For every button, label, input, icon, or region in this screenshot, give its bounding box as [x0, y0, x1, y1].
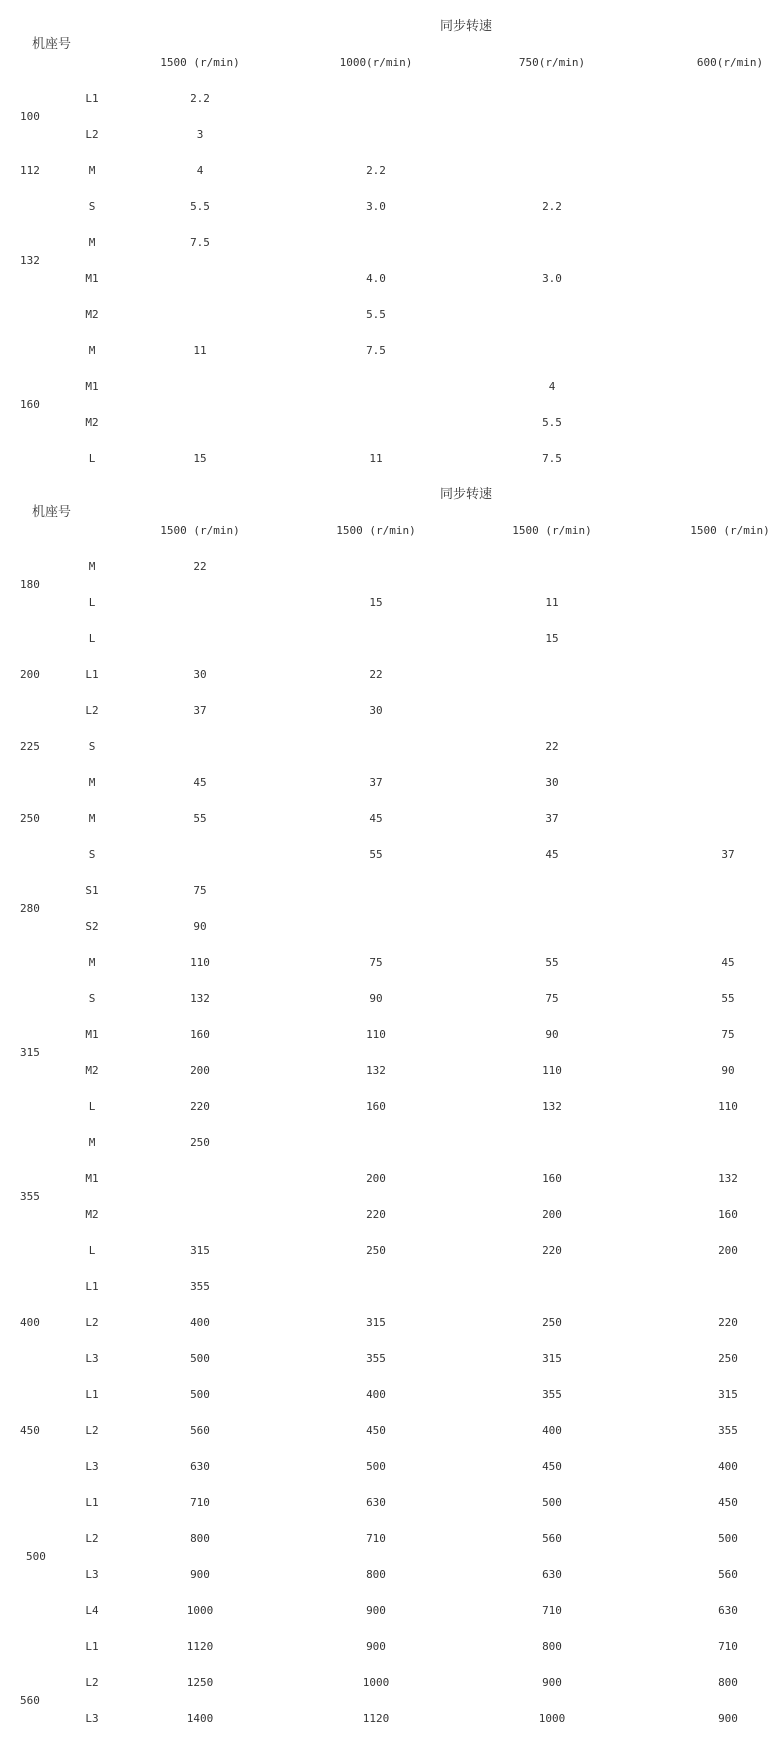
frame-length-code: L — [88, 596, 96, 609]
power-value: 250 — [542, 1316, 562, 1329]
frame-length-code: L4 — [85, 1604, 99, 1617]
power-value: 500 — [542, 1496, 562, 1509]
power-value: 11 — [193, 344, 207, 357]
power-value: 500 — [366, 1460, 386, 1473]
power-value: 160 — [542, 1172, 562, 1185]
frame-number: 112 — [20, 164, 40, 177]
power-value: 500 — [190, 1352, 210, 1365]
power-value: 90 — [369, 992, 383, 1005]
frame-number: 560 — [20, 1694, 40, 1707]
power-value: 22 — [193, 560, 207, 573]
frame-length-code: L2 — [85, 1532, 99, 1545]
column-header: 1500 (r/min) — [690, 524, 770, 537]
power-value: 45 — [545, 848, 559, 861]
frame-length-code: S — [88, 740, 96, 753]
power-value: 1000 — [186, 1604, 214, 1617]
table-title: 同步转速 — [439, 487, 493, 502]
power-value: 220 — [190, 1100, 210, 1113]
power-value: 22 — [369, 668, 383, 681]
power-value: 1120 — [362, 1712, 390, 1725]
frame-number: 100 — [20, 110, 40, 123]
frame-length-code: M — [88, 956, 96, 969]
power-value: 90 — [721, 1064, 735, 1077]
frame-length-code: L1 — [85, 1280, 99, 1293]
power-value: 15 — [369, 596, 383, 609]
power-value: 400 — [718, 1460, 738, 1473]
frame-length-code: L1 — [85, 1496, 99, 1509]
power-value: 160 — [190, 1028, 210, 1041]
power-value: 630 — [542, 1568, 562, 1581]
power-value: 315 — [542, 1352, 562, 1365]
frame-length-code: L1 — [85, 1640, 99, 1653]
power-value: 900 — [366, 1604, 386, 1617]
power-value: 75 — [193, 884, 207, 897]
power-value: 11 — [369, 452, 383, 465]
power-value: 630 — [190, 1460, 210, 1473]
power-value: 400 — [366, 1388, 386, 1401]
power-value: 7.5 — [190, 236, 210, 249]
power-value: 2.2 — [190, 92, 210, 105]
frame-number: 160 — [20, 398, 40, 411]
table-title: 同步转速 — [439, 19, 493, 34]
frame-length-code: L3 — [85, 1712, 99, 1725]
frame-length-code: L1 — [85, 92, 99, 105]
power-value: 315 — [718, 1388, 738, 1401]
frame-length-code: M — [88, 812, 96, 825]
power-value: 355 — [718, 1424, 738, 1437]
frame-length-code: M — [88, 236, 96, 249]
column-header: 1500 (r/min) — [160, 56, 240, 69]
power-value: 15 — [193, 452, 207, 465]
frame-length-code: L1 — [85, 1388, 99, 1401]
power-value: 3 — [196, 128, 204, 141]
frame-length-code: L — [88, 632, 96, 645]
frame-number: 355 — [20, 1190, 40, 1203]
power-value: 75 — [545, 992, 559, 1005]
power-value: 220 — [366, 1208, 386, 1221]
power-value: 900 — [190, 1568, 210, 1581]
frame-length-code: M — [88, 164, 96, 177]
power-value: 110 — [542, 1064, 562, 1077]
frame-length-code: L2 — [85, 128, 99, 141]
frame-length-code: M — [88, 776, 96, 789]
power-value: 315 — [366, 1316, 386, 1329]
power-value: 355 — [366, 1352, 386, 1365]
frame-number: 180 — [20, 578, 40, 591]
power-value: 250 — [366, 1244, 386, 1257]
power-value: 160 — [366, 1100, 386, 1113]
power-value: 132 — [366, 1064, 386, 1077]
power-value: 3.0 — [542, 272, 562, 285]
power-value: 560 — [190, 1424, 210, 1437]
frame-length-code: L — [88, 1100, 96, 1113]
power-value: 4 — [196, 164, 204, 177]
power-value: 900 — [718, 1712, 738, 1725]
power-value: 55 — [545, 956, 559, 969]
power-value: 710 — [190, 1496, 210, 1509]
row-header: 机座号 — [32, 37, 72, 52]
power-value: 450 — [542, 1460, 562, 1473]
power-value: 90 — [193, 920, 207, 933]
column-header: 1500 (r/min) — [512, 524, 592, 537]
frame-length-code: L3 — [85, 1460, 99, 1473]
power-value: 315 — [190, 1244, 210, 1257]
power-value: 1250 — [186, 1676, 214, 1689]
frame-length-code: S — [88, 848, 96, 861]
frame-number: 450 — [20, 1424, 40, 1437]
power-value: 160 — [718, 1208, 738, 1221]
frame-length-code: M1 — [85, 272, 99, 285]
frame-number: 315 — [20, 1046, 40, 1059]
frame-length-code: M2 — [85, 308, 99, 321]
power-value: 5.5 — [542, 416, 562, 429]
column-header: 600(r/min) — [696, 56, 764, 69]
power-value: 4.0 — [366, 272, 386, 285]
frame-length-code: M1 — [85, 1172, 99, 1185]
column-header: 1500 (r/min) — [160, 524, 240, 537]
power-value: 11 — [545, 596, 559, 609]
frame-length-code: M — [88, 344, 96, 357]
power-value: 220 — [542, 1244, 562, 1257]
power-value: 800 — [366, 1568, 386, 1581]
power-value: 45 — [193, 776, 207, 789]
frame-number: 500 — [26, 1550, 46, 1563]
frame-length-code: M1 — [85, 1028, 99, 1041]
power-value: 37 — [721, 848, 735, 861]
power-value: 15 — [545, 632, 559, 645]
frame-length-code: L3 — [85, 1568, 99, 1581]
frame-number: 400 — [20, 1316, 40, 1329]
power-value: 37 — [369, 776, 383, 789]
power-value: 45 — [369, 812, 383, 825]
power-value: 250 — [718, 1352, 738, 1365]
power-value: 110 — [366, 1028, 386, 1041]
column-header: 750(r/min) — [518, 56, 586, 69]
power-value: 900 — [366, 1640, 386, 1653]
power-value: 900 — [542, 1676, 562, 1689]
power-value: 200 — [190, 1064, 210, 1077]
power-value: 37 — [545, 812, 559, 825]
power-value: 2.2 — [542, 200, 562, 213]
frame-length-code: L2 — [85, 704, 99, 717]
frame-length-code: L — [88, 1244, 96, 1257]
frame-length-code: M2 — [85, 1208, 99, 1221]
frame-length-code: L2 — [85, 1676, 99, 1689]
frame-length-code: M — [88, 1136, 96, 1149]
power-value: 710 — [366, 1532, 386, 1545]
frame-length-code: M2 — [85, 1064, 99, 1077]
power-value: 450 — [718, 1496, 738, 1509]
power-value: 220 — [718, 1316, 738, 1329]
power-value: 200 — [366, 1172, 386, 1185]
power-value: 110 — [190, 956, 210, 969]
power-value: 630 — [366, 1496, 386, 1509]
power-value: 800 — [718, 1676, 738, 1689]
power-value: 1400 — [186, 1712, 214, 1725]
frame-length-code: L3 — [85, 1352, 99, 1365]
column-header: 1000(r/min) — [339, 56, 413, 69]
power-value: 5.5 — [190, 200, 210, 213]
frame-length-code: M — [88, 560, 96, 573]
power-value: 75 — [369, 956, 383, 969]
power-value: 75 — [721, 1028, 735, 1041]
power-value: 630 — [718, 1604, 738, 1617]
power-value: 45 — [721, 956, 735, 969]
power-value: 400 — [542, 1424, 562, 1437]
power-value: 800 — [190, 1532, 210, 1545]
power-value: 3.0 — [366, 200, 386, 213]
frame-number: 225 — [20, 740, 40, 753]
power-value: 30 — [369, 704, 383, 717]
power-value: 355 — [542, 1388, 562, 1401]
power-value: 5.5 — [366, 308, 386, 321]
frame-length-code: S1 — [85, 884, 99, 897]
power-value: 500 — [190, 1388, 210, 1401]
power-value: 132 — [718, 1172, 738, 1185]
frame-length-code: M1 — [85, 380, 99, 393]
power-value: 132 — [190, 992, 210, 1005]
power-value: 710 — [542, 1604, 562, 1617]
power-value: 710 — [718, 1640, 738, 1653]
power-value: 1000 — [362, 1676, 390, 1689]
power-value: 30 — [545, 776, 559, 789]
frame-length-code: L — [88, 452, 96, 465]
row-header: 机座号 — [32, 505, 72, 520]
power-value: 200 — [542, 1208, 562, 1221]
power-value: 55 — [369, 848, 383, 861]
power-value: 250 — [190, 1136, 210, 1149]
power-value: 800 — [542, 1640, 562, 1653]
power-value: 7.5 — [542, 452, 562, 465]
frame-number: 250 — [20, 812, 40, 825]
power-value: 7.5 — [366, 344, 386, 357]
frame-number: 200 — [20, 668, 40, 681]
power-value: 90 — [545, 1028, 559, 1041]
frame-length-code: S — [88, 992, 96, 1005]
frame-length-code: L2 — [85, 1316, 99, 1329]
power-value: 1120 — [186, 1640, 214, 1653]
power-value: 132 — [542, 1100, 562, 1113]
power-value: 110 — [718, 1100, 738, 1113]
power-value: 4 — [548, 380, 556, 393]
power-value: 560 — [542, 1532, 562, 1545]
power-value: 400 — [190, 1316, 210, 1329]
power-value: 2.2 — [366, 164, 386, 177]
frame-number: 280 — [20, 902, 40, 915]
power-value: 22 — [545, 740, 559, 753]
column-header: 1500 (r/min) — [336, 524, 416, 537]
power-value: 450 — [366, 1424, 386, 1437]
power-value: 30 — [193, 668, 207, 681]
power-value: 200 — [718, 1244, 738, 1257]
power-value: 560 — [718, 1568, 738, 1581]
frame-length-code: M2 — [85, 416, 99, 429]
power-value: 37 — [193, 704, 207, 717]
power-value: 355 — [190, 1280, 210, 1293]
frame-length-code: L2 — [85, 1424, 99, 1437]
frame-length-code: S2 — [85, 920, 99, 933]
frame-length-code: L1 — [85, 668, 99, 681]
frame-number: 132 — [20, 254, 40, 267]
power-value: 55 — [193, 812, 207, 825]
power-value: 500 — [718, 1532, 738, 1545]
frame-length-code: S — [88, 200, 96, 213]
power-value: 1000 — [538, 1712, 566, 1725]
power-value: 55 — [721, 992, 735, 1005]
